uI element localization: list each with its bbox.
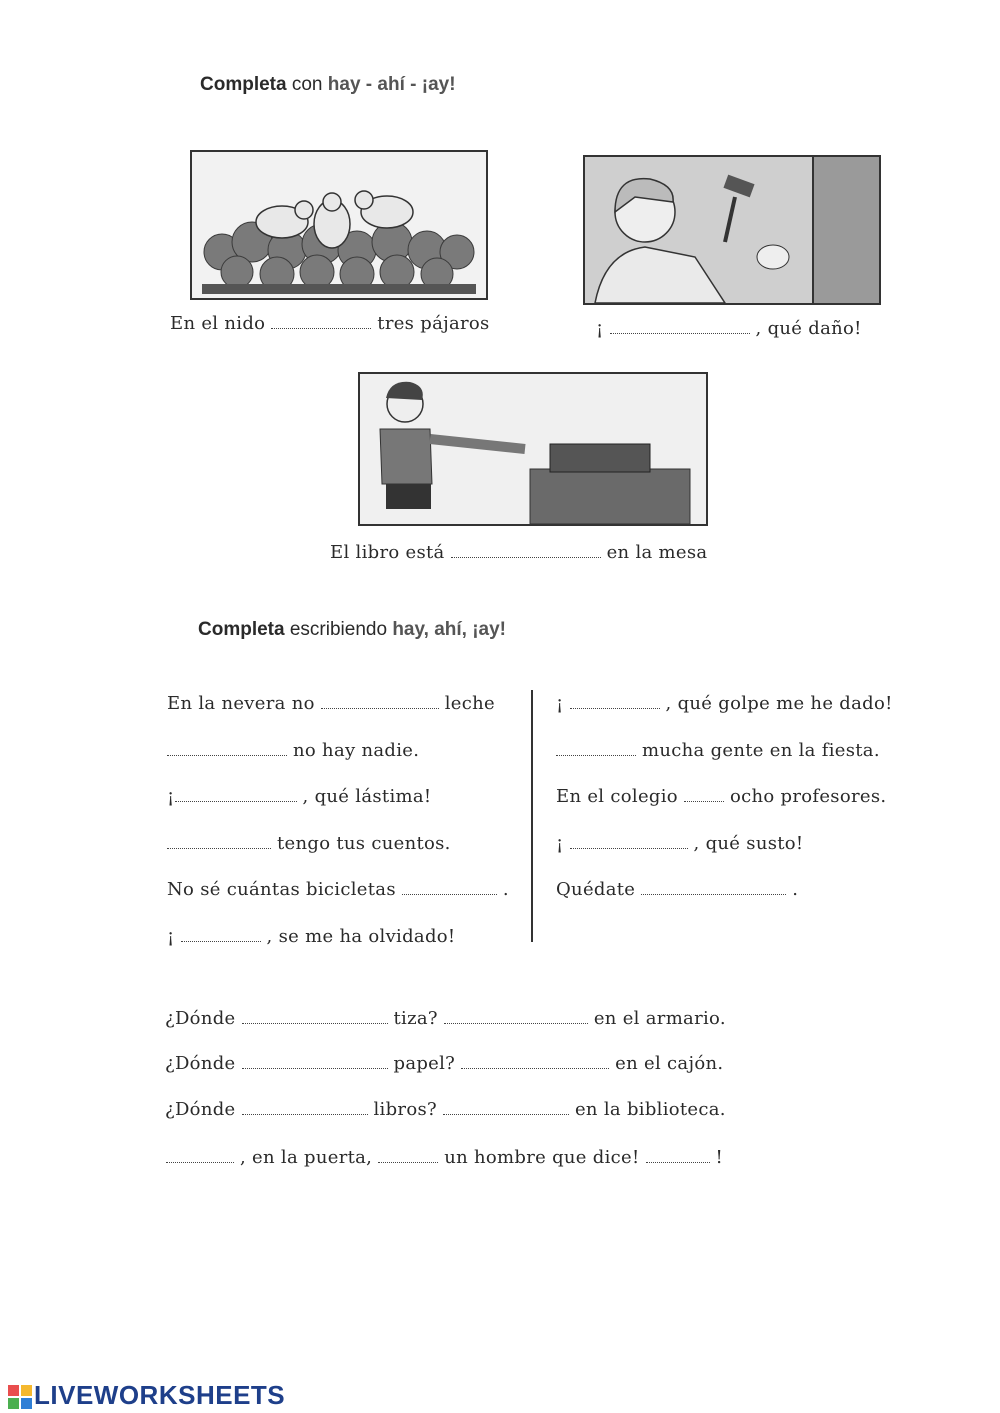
answer-blank[interactable]	[242, 1100, 368, 1115]
birds-nest-illustration	[192, 152, 486, 298]
column-divider	[531, 690, 533, 942]
answer-blank[interactable]	[443, 1100, 569, 1115]
right-item-1	[556, 693, 893, 714]
text: ¿Dónde	[165, 1008, 236, 1029]
liveworksheets-brand[interactable]	[8, 1380, 285, 1411]
text: ¡	[167, 926, 175, 947]
bottom-item-2	[165, 1053, 723, 1074]
right-item-2	[550, 740, 880, 761]
text: , qué susto!	[693, 833, 804, 854]
bottom-item-3	[165, 1099, 726, 1120]
text: , qué daño!	[755, 318, 862, 339]
text: , qué lástima!	[302, 786, 432, 807]
left-item-4	[161, 833, 451, 854]
heading-mid: escribiendo	[289, 619, 388, 640]
text: !	[715, 1147, 724, 1168]
heading-words: hay, ahí, ¡ay!	[392, 619, 506, 640]
bottom-item-1	[165, 1008, 726, 1029]
answer-blank[interactable]	[646, 1148, 710, 1163]
answer-blank[interactable]	[242, 1009, 388, 1024]
book-illustration	[360, 374, 706, 524]
text: en el cajón.	[615, 1053, 724, 1074]
text: En la nevera no	[167, 693, 315, 714]
brand-text: LIVEWORKSHEETS	[34, 1380, 286, 1410]
text: ¡	[596, 318, 604, 339]
text: ocho profesores.	[729, 786, 887, 807]
text: ¡	[556, 833, 564, 854]
answer-blank[interactable]	[167, 834, 271, 849]
answer-blank[interactable]	[175, 787, 297, 802]
text: libros?	[373, 1099, 437, 1120]
hammer-picture	[583, 155, 881, 305]
answer-blank[interactable]	[378, 1148, 438, 1163]
text: Quédate	[556, 879, 636, 900]
answer-blank[interactable]	[461, 1054, 609, 1069]
answer-blank[interactable]	[167, 741, 287, 756]
heading-bold: Completa	[200, 74, 287, 95]
answer-blank[interactable]	[641, 880, 786, 895]
text: , en la puerta,	[240, 1147, 373, 1168]
text: .	[502, 879, 509, 900]
text: leche	[444, 693, 495, 714]
answer-blank[interactable]	[321, 694, 439, 709]
text: no hay nadie.	[293, 740, 420, 761]
text: un hombre que dice!	[444, 1147, 640, 1168]
text: tiza?	[393, 1008, 438, 1029]
answer-blank[interactable]	[684, 787, 724, 802]
text: .	[792, 879, 799, 900]
left-item-5	[167, 879, 509, 900]
s1-item-2	[596, 318, 862, 339]
text: En el nido	[170, 313, 266, 334]
text: , se me ha olvidado!	[266, 926, 456, 947]
left-item-3	[167, 786, 431, 807]
section1-heading	[200, 74, 456, 96]
text: tengo tus cuentos.	[277, 833, 451, 854]
answer-blank[interactable]	[444, 1009, 588, 1024]
answer-blank[interactable]	[181, 927, 261, 942]
answer-blank[interactable]	[402, 880, 497, 895]
hammer-illustration	[585, 157, 879, 303]
text: en la biblioteca.	[574, 1099, 726, 1120]
heading-bold: Completa	[198, 619, 285, 640]
heading-mid: con	[291, 74, 323, 95]
right-item-4	[556, 833, 803, 854]
text: tres pájaros	[377, 313, 490, 334]
right-item-3	[556, 786, 886, 807]
liveworksheets-logo-icon	[8, 1385, 32, 1409]
left-item-1	[167, 693, 495, 714]
text: ¿Dónde	[165, 1099, 236, 1120]
answer-blank[interactable]	[570, 834, 688, 849]
s1-item-1	[170, 313, 490, 334]
answer-blank[interactable]	[610, 319, 750, 334]
text: , qué golpe me he dado!	[665, 693, 893, 714]
text: ¡	[556, 693, 564, 714]
answer-blank[interactable]	[271, 314, 371, 329]
text: papel?	[393, 1053, 456, 1074]
text: en el armario.	[593, 1008, 726, 1029]
answer-blank[interactable]	[556, 741, 636, 756]
text: El libro está	[330, 542, 445, 563]
text: ¿Dónde	[165, 1053, 236, 1074]
answer-blank[interactable]	[451, 543, 601, 558]
text: mucha gente en la fiesta.	[642, 740, 880, 761]
left-item-2	[161, 740, 419, 761]
answer-blank[interactable]	[570, 694, 660, 709]
left-item-6	[167, 926, 455, 947]
s1-item-3	[330, 542, 707, 563]
heading-words: hay - ahí - ¡ay!	[327, 74, 456, 95]
section2-heading	[198, 619, 506, 641]
answer-blank[interactable]	[166, 1148, 234, 1163]
right-item-5	[556, 879, 798, 900]
text: en la mesa	[606, 542, 708, 563]
bottom-item-4	[160, 1147, 723, 1168]
text: ¡	[167, 786, 175, 807]
text: En el colegio	[556, 786, 678, 807]
text: No sé cuántas bicicletas	[167, 879, 396, 900]
birds-nest-picture	[190, 150, 488, 300]
book-picture	[358, 372, 708, 526]
answer-blank[interactable]	[242, 1054, 388, 1069]
